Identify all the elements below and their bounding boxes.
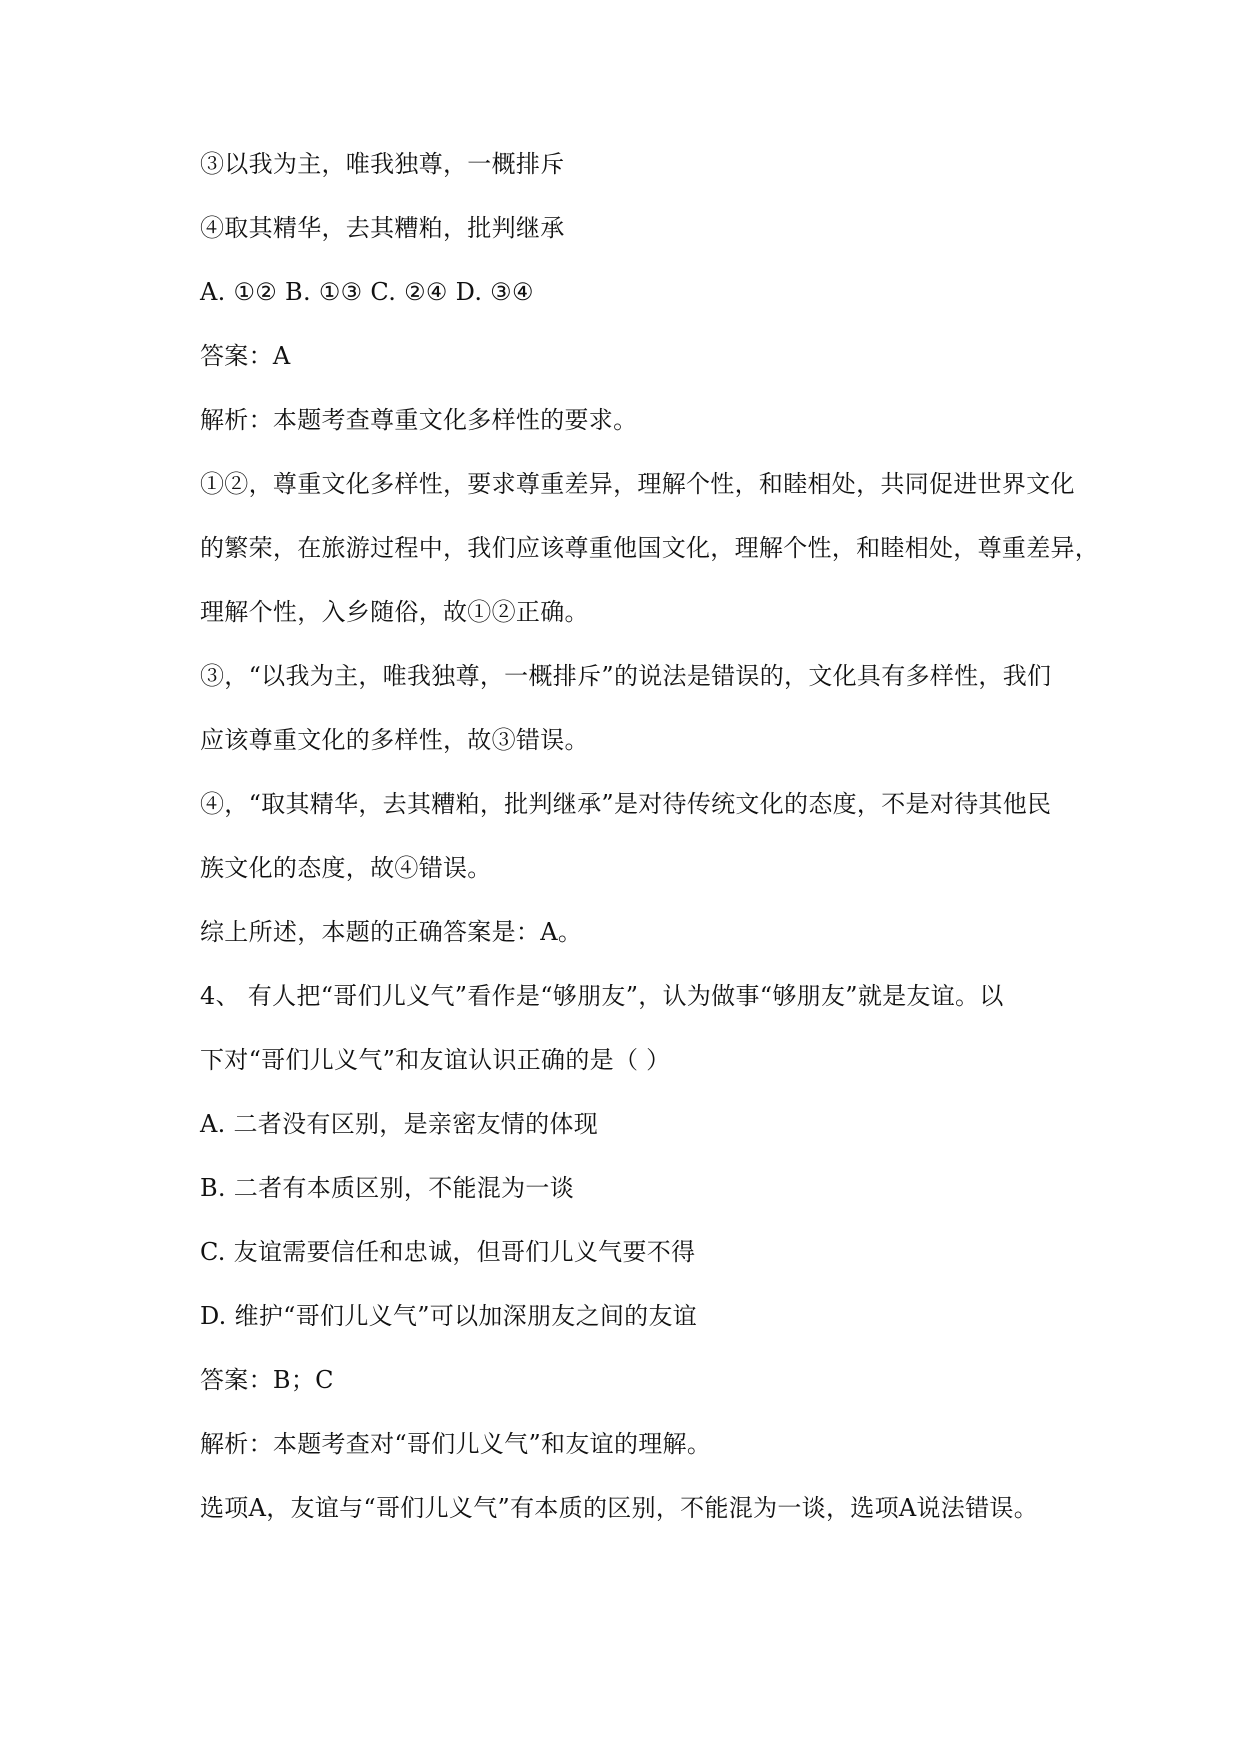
analysis-paragraph-line: 族文化的态度，故④错误。 — [200, 854, 492, 882]
question-3-answer: 答案：A — [200, 342, 291, 370]
question-4-stem: 4、 有人把“哥们儿义气”看作是“够朋友”，认为做事“够朋友”就是友谊。以 — [200, 982, 1004, 1010]
question-4-stem: 下对“哥们儿义气”和友谊认识正确的是（ ） — [200, 1046, 671, 1074]
option-4-text: ④取其精华，去其糟粕，批判继承 — [200, 214, 565, 242]
question-3-analysis-heading: 解析：本题考查尊重文化多样性的要求。 — [200, 406, 638, 434]
question-4-option-b: B. 二者有本质区别，不能混为一谈 — [200, 1174, 574, 1202]
analysis-paragraph-line: 理解个性，入乡随俗，故①②正确。 — [200, 598, 589, 626]
analysis-paragraph-line: 应该尊重文化的多样性，故③错误。 — [200, 726, 589, 754]
question-4-analysis-heading: 解析：本题考查对“哥们儿义气”和友谊的理解。 — [200, 1430, 712, 1458]
question-3-conclusion: 综上所述，本题的正确答案是：A。 — [200, 918, 583, 946]
question-4-option-d: D. 维护“哥们儿义气”可以加深朋友之间的友谊 — [200, 1302, 698, 1330]
question-4-analysis-line: 选项A，友谊与“哥们儿义气”有本质的区别，不能混为一谈，选项A说法错误。 — [200, 1494, 1039, 1522]
question-3-choices: A. ①② B. ①③ C. ②④ D. ③④ — [200, 278, 534, 306]
question-4-option-a: A. 二者没有区别，是亲密友情的体现 — [200, 1110, 598, 1138]
analysis-paragraph-line: 的繁荣，在旅游过程中，我们应该尊重他国文化，理解个性，和睦相处，尊重差异， — [200, 534, 1100, 562]
analysis-paragraph-line: ④，“取其精华，去其糟粕，批判继承”是对待传统文化的态度，不是对待其他民 — [200, 790, 1052, 818]
analysis-paragraph-line: ③，“以我为主，唯我独尊，一概排斥”的说法是错误的，文化具有多样性，我们 — [200, 662, 1052, 690]
question-4-option-c: C. 友谊需要信任和忠诚，但哥们儿义气要不得 — [200, 1238, 696, 1266]
question-4-answer: 答案：B；C — [200, 1366, 334, 1394]
option-3-text: ③以我为主，唯我独尊，一概排斥 — [200, 150, 565, 178]
analysis-paragraph-line: ①②，尊重文化多样性，要求尊重差异，理解个性，和睦相处，共同促进世界文化 — [200, 470, 1075, 498]
